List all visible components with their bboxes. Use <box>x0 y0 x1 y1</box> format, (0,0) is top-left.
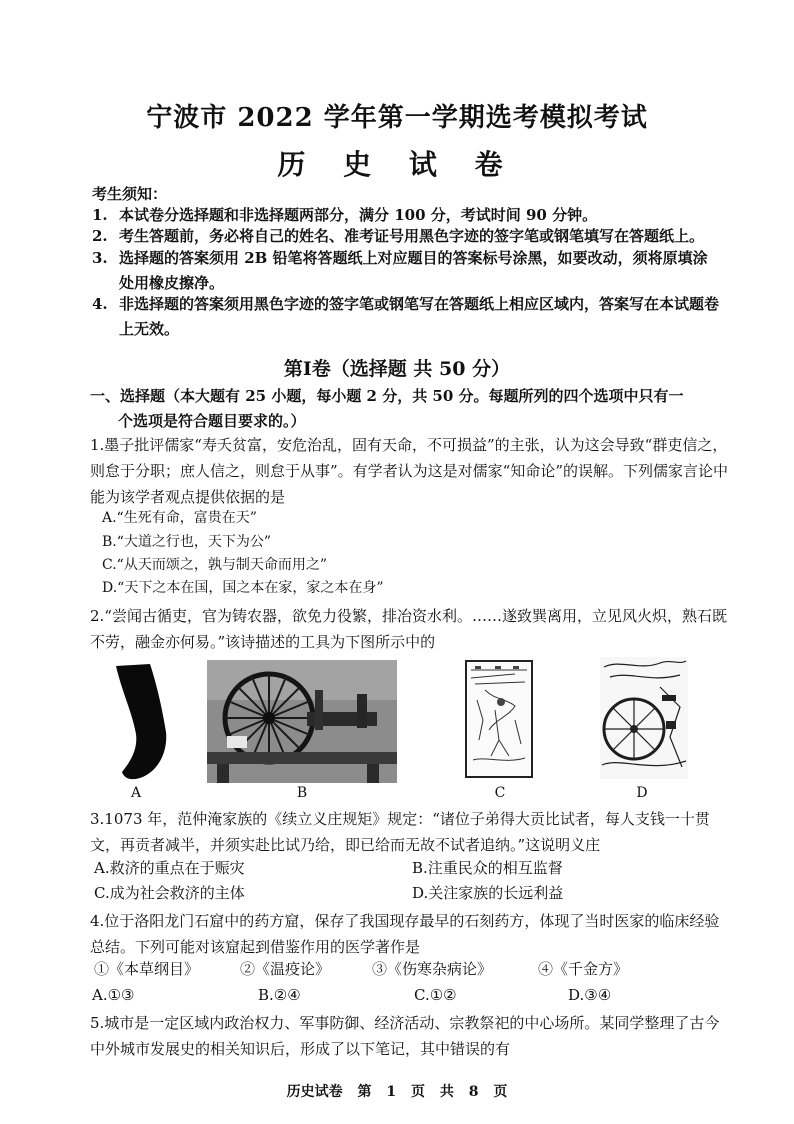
q4-option-c: C.①② <box>414 986 457 1004</box>
q4-option-b: B.②④ <box>258 986 301 1004</box>
notice-item-number: 4. <box>92 295 108 313</box>
q4-work-4: ④《千金方》 <box>538 960 629 978</box>
q4-work-1: ①《本草纲目》 <box>94 960 200 978</box>
q2-image-d-waterwheel-print <box>600 657 688 779</box>
question-3-stem: 3.1073 年，范仲淹家族的《续立义庄规矩》规定：“诸位子弟得大贡比试者，每人支钱一十贯文，再贡者减半，并须实赴比试乃给，即已给而无故不试者追纳。”这说明义庄 <box>90 810 710 854</box>
q2-image-d-label: D <box>636 785 648 801</box>
q4-work-2: ②《温疫论》 <box>240 960 331 978</box>
q1-option-d: D.“天下之本在国，国之本在家，家之本在身” <box>102 580 384 596</box>
notice-item-number: 1. <box>92 206 108 224</box>
notice-heading: 考生须知： <box>92 185 168 203</box>
paper-title: 历 史 试 卷 <box>277 148 517 181</box>
section-title: 第Ⅰ卷（选择题 共 50 分） <box>283 358 511 380</box>
q2-image-b-wheel-photo <box>207 660 397 783</box>
q2-image-b-label: B <box>296 785 308 801</box>
q2-image-c-label: C <box>494 785 506 801</box>
q4-work-3: ③《伤寒杂病论》 <box>372 960 493 978</box>
q1-option-b: B.“大道之行也，天下为公” <box>102 534 272 550</box>
q4-option-a: A.①③ <box>92 986 135 1004</box>
notice-item-text: 考生答题前，务必将自己的姓名、准考证号用黑色字迹的签字笔或钢笔填写在答题纸上。 <box>119 227 705 245</box>
notice-item-text: 选择题的答案须用 2B 铅笔将答题纸上对应题目的答案标号涂黑，如要改动，须将原填涂处用橡皮擦净。 <box>119 249 708 292</box>
q2-image-a-black-tool <box>110 662 170 782</box>
notice-item <box>92 246 722 296</box>
q2-image-a-label: A <box>130 785 142 801</box>
question-5-stem: 5.城市是一定区域内政治权力、军事防御、经济活动、宗教祭祀的中心场所。某同学整理了古今中外城市发展史的相关知识后，形成了以下笔记，其中错误的有 <box>90 1014 720 1058</box>
q3-option-a: A.救济的重点在于赈灾 <box>94 859 245 877</box>
exam-title: 宁波市 2022 学年第一学期选考模拟考试 <box>146 103 648 133</box>
q3-option-c: C.成为社会救济的主体 <box>94 884 245 902</box>
notice-item-number: 2. <box>92 227 108 245</box>
page-footer: 历史试卷 第 1 页 共 8 页 <box>286 1084 508 1100</box>
notice-item-number: 3. <box>92 249 108 267</box>
q1-option-c: C.“从天而颂之，孰与制天命而用之” <box>102 557 327 573</box>
q4-option-d: D.③④ <box>568 986 612 1004</box>
question-2-stem: 2.“尝闻古循吏，官为铸农器，欲免力役繁，排冶资水利。……遂致巽离用，立见风火炽，熟石既不劳，融金亦何易。”该诗描述的工具为下图所示中的 <box>90 607 727 651</box>
q3-option-d: D.关注家族的长远利益 <box>412 884 564 902</box>
q3-option-b: B.注重民众的相互监督 <box>412 859 563 877</box>
section-instructions <box>90 384 720 434</box>
question-4-stem: 4.位于洛阳龙门石窟中的药方窟，保存了我国现存最早的石刻药方，体现了当时医家的临床经验总结。下列可能对该窟起到借鉴作用的医学著作是 <box>90 912 720 956</box>
notice-item-text: 非选择题的答案须用黑色字迹的签字笔或钢笔写在答题纸上相应区域内，答案写在本试题卷上无效。 <box>119 295 720 338</box>
question-1-stem: 1.墨子批评儒家“寿夭贫富，安危治乱，固有天命，不可损益”的主张，认为这会导致“群吏信之，则怠于分职；庶人信之，则怠于从事”。有学者认为这是对儒家“知命论”的误解。下列儒家言论中能为该学者观点提供依据的是 <box>90 436 729 506</box>
q2-image-c-woodblock-print <box>465 660 533 778</box>
q1-option-a: A.“生死有命，富贵在天” <box>102 510 257 526</box>
notice-item-text: 本试卷分选择题和非选择题两部分，满分 100 分，考试时间 90 分钟。 <box>119 206 598 224</box>
instructions-line-2: 个选项是符合题目要求的。） <box>118 412 306 430</box>
instructions-line-1: 一、选择题（本大题有 25 小题，每小题 2 分，共 50 分。每题所列的四个选项中只有一 <box>90 387 684 405</box>
notice-item <box>92 292 722 342</box>
